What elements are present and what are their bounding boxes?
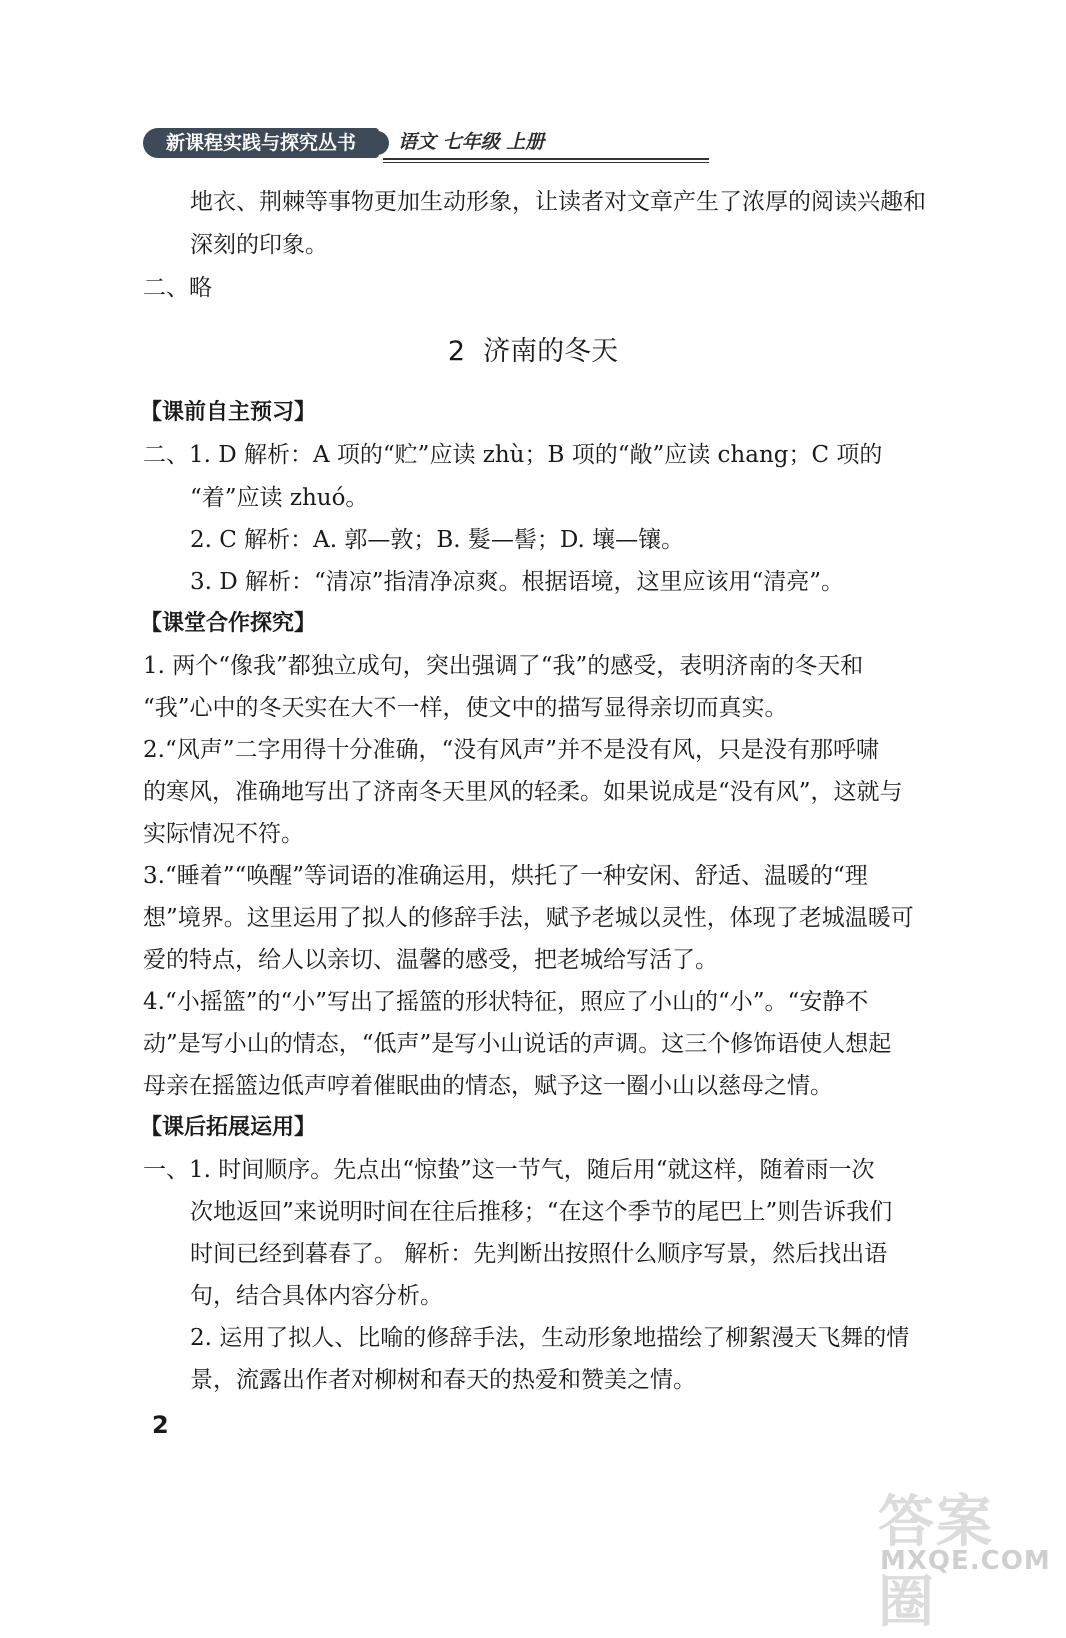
text-line: 4.“小摇篮”的“小”写出了摇篮的形状特征，照应了小山的“小”。“安静不 — [143, 989, 869, 1015]
text-line: 二、1. D 解析：A 项的“贮”应读 zhù；B 项的“敞”应读 chang；C 项的 — [143, 442, 883, 468]
watermark-logo — [870, 1478, 1051, 1635]
text-line: 爱的特点，给人以亲切、温馨的感受，把老城给写活了。 — [143, 947, 718, 973]
series-badge: 新课程实践与探究丛书 — [143, 128, 379, 158]
text-line: 的寒风，准确地写出了济南冬天里风的轻柔。如果说成是“没有风”，这就与 — [143, 779, 903, 805]
chapter-name: 济南的冬天 — [483, 336, 619, 367]
running-header — [143, 124, 583, 164]
text-line: 3.“睡着”“唤醒”等词语的准确运用，烘托了一种安闲、舒适、温暖的“理 — [143, 863, 868, 889]
text-line: 次地返回”来说明时间在往后推移；“在这个季节的尾巴上”则告诉我们 — [190, 1199, 893, 1225]
text-line: “着”应读 zhuó。 — [190, 485, 369, 511]
header-rule-thin — [383, 162, 709, 163]
text-line: 2.“风声”二字用得十分准确，“没有风声”并不是没有风，只是没有那呼啸 — [143, 737, 879, 763]
text-line: 3. D 解析：“清凉”指清净凉爽。根据语境，这里应该用“清亮”。 — [190, 569, 845, 595]
text-line: 深刻的印象。 — [190, 232, 328, 258]
header-rule — [383, 158, 709, 160]
text-line: 母亲在摇篮边低声哼着催眠曲的情态，赋予这一圈小山以慈母之情。 — [143, 1073, 833, 1099]
text-line: 2. C 解析：A. 郭—敦；B. 髮—髻；D. 壤—镶。 — [190, 527, 685, 553]
watermark-url: MXQE.COM — [880, 1546, 1051, 1576]
chapter-title — [0, 334, 1066, 370]
text-line: “我”心中的冬天实在大不一样，使文中的描写显得亲切而真实。 — [143, 695, 788, 721]
text-line: 想”境界。这里运用了拟人的修辞手法，赋予老城以灵性，体现了老城温暖可 — [143, 905, 914, 931]
text-line: 地衣、荆棘等事物更加生动形象，让读者对文章产生了浓厚的阅读兴趣和 — [190, 189, 926, 215]
text-line: 1. 两个“像我”都独立成句，突出强调了“我”的感受，表明济南的冬天和 — [143, 653, 864, 679]
text-line: 时间已经到暮春了。 解析：先判断出按照什么顺序写景，然后找出语 — [190, 1241, 888, 1267]
section-heading: 【课堂合作探究】 — [140, 611, 317, 636]
watermark-text: 答案圈 — [878, 1490, 994, 1635]
text-line: 一、1. 时间顺序。先点出“惊蛰”这一节气，随后用“就这样，随着雨一次 — [143, 1157, 875, 1183]
page-number: 2 — [152, 1411, 169, 1439]
text-line: 句，结合具体内容分析。 — [190, 1283, 443, 1309]
section-heading: 【课后拓展运用】 — [140, 1115, 317, 1140]
text-line: 二、略 — [143, 275, 212, 301]
text-line: 2. 运用了拟人、比喻的修辞手法，生动形象地描绘了柳絮漫天飞舞的情 — [190, 1325, 910, 1351]
section-heading: 【课前自主预习】 — [140, 400, 317, 425]
text-line: 实际情况不符。 — [143, 821, 304, 847]
chapter-number: 2 — [447, 336, 466, 367]
text-line: 景，流露出作者对柳树和春天的热爱和赞美之情。 — [190, 1367, 696, 1393]
text-line: 动”是写小山的情态，“低声”是写小山说话的声调。这三个修饰语使人想起 — [143, 1031, 892, 1057]
subject-label: 语文 七年级 上册 — [398, 131, 545, 153]
